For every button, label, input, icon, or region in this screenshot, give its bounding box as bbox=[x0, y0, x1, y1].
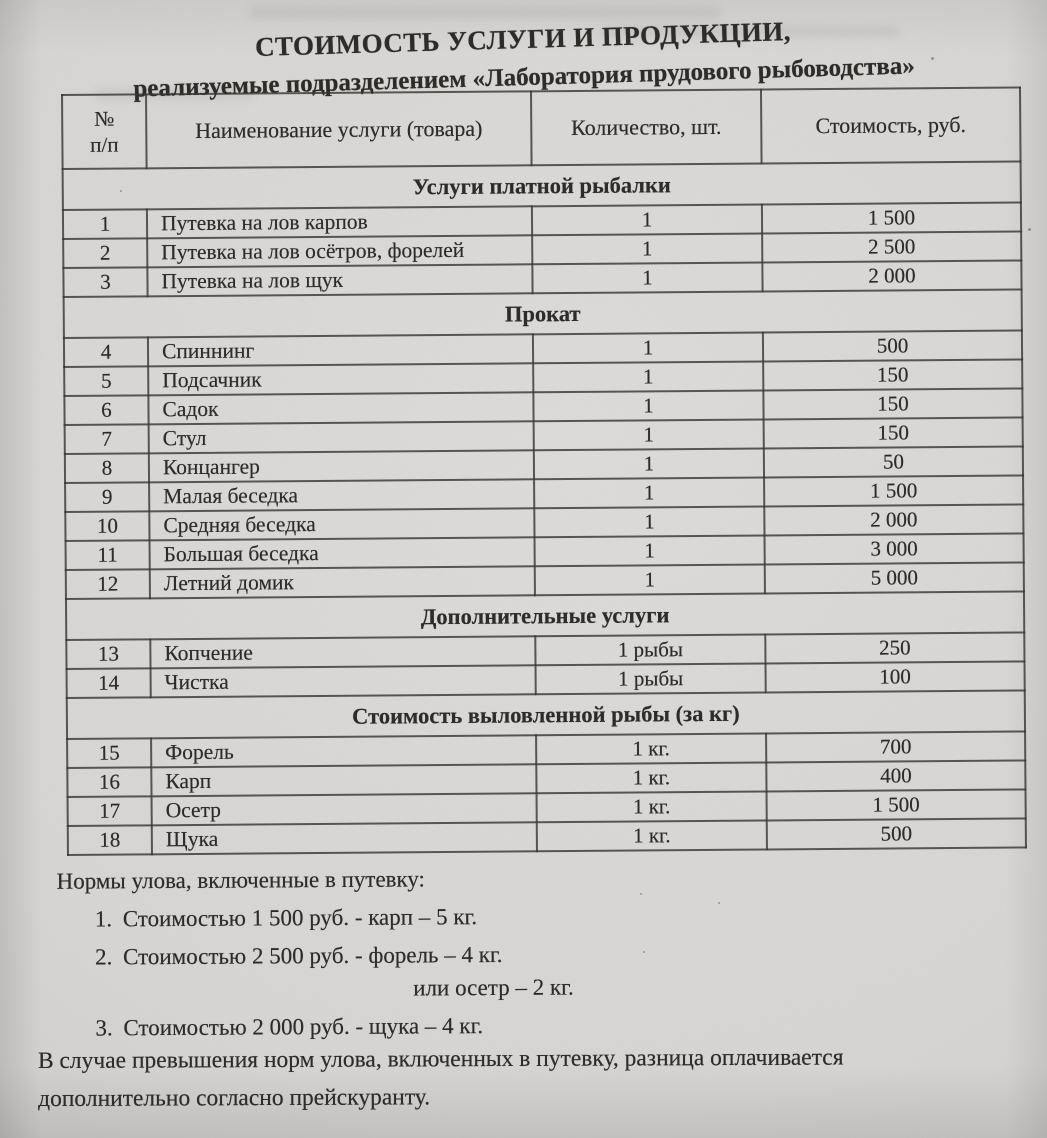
cell-num: 16 bbox=[67, 767, 151, 797]
cell-num: 1 bbox=[63, 209, 147, 239]
cell-num: 5 bbox=[64, 366, 148, 396]
cell-name: Средняя беседка bbox=[149, 508, 534, 540]
cell-name: Садок bbox=[148, 392, 533, 424]
cell-name: Малая беседка bbox=[149, 479, 534, 511]
price-table bbox=[61, 86, 1027, 856]
cell-num: 12 bbox=[66, 569, 150, 599]
section-title: Дополнительные услуги bbox=[66, 591, 1024, 640]
cell-qty: 1 bbox=[532, 205, 762, 236]
cell-name: Концангер bbox=[149, 450, 534, 482]
cell-price: 150 bbox=[763, 359, 1022, 390]
cell-price: 100 bbox=[766, 661, 1025, 692]
cell-price: 500 bbox=[763, 330, 1022, 361]
cell-num: 13 bbox=[66, 639, 150, 669]
cell-num: 14 bbox=[67, 668, 151, 698]
column-header-price: Стоимость, руб. bbox=[761, 87, 1021, 163]
cell-num: 11 bbox=[66, 540, 150, 570]
cell-num: 8 bbox=[65, 453, 149, 483]
cell-price: 3 000 bbox=[764, 533, 1023, 564]
cell-name: Карп bbox=[151, 764, 536, 796]
note-item-text: Стоимостью 2 000 руб. - щука – 4 кг. bbox=[123, 1013, 484, 1041]
cell-qty: 1 bbox=[533, 391, 763, 422]
cell-qty: 1 bbox=[534, 420, 764, 451]
cell-qty: 1 bbox=[535, 536, 765, 567]
cell-name: Путевка на лов осётров, форелей bbox=[147, 235, 532, 267]
note-item bbox=[57, 937, 937, 972]
cell-price: 50 bbox=[764, 446, 1023, 477]
section-title: Прокат bbox=[64, 289, 1022, 338]
column-header-qty: Количество, шт. bbox=[531, 90, 762, 166]
cell-qty: 1 кг. bbox=[537, 791, 767, 822]
cell-qty: 1 bbox=[534, 478, 764, 509]
excess-catch-note-line1: В случае превышения норм улова, включенных в путевку, разница оплачивается bbox=[37, 1044, 844, 1075]
cell-qty: 1 кг. bbox=[536, 762, 766, 793]
cell-name: Щука bbox=[152, 822, 537, 854]
cell-name: Спиннинг bbox=[148, 334, 533, 366]
cell-price: 2 000 bbox=[764, 504, 1023, 535]
cell-qty: 1 bbox=[533, 362, 763, 393]
excess-catch-note bbox=[38, 1038, 958, 1118]
cell-qty: 1 рыбы bbox=[536, 663, 766, 694]
column-header-name: Наименование услуги (товара) bbox=[146, 91, 532, 168]
cell-name: Форель bbox=[151, 735, 536, 767]
cell-name: Путевка на лов карпов bbox=[147, 206, 532, 238]
note-continuation: или осетр – 2 кг. bbox=[413, 974, 574, 1001]
section-title: Стоимость выловленной рыбы (за кг) bbox=[67, 690, 1025, 739]
cell-qty: 1 bbox=[532, 234, 762, 265]
cell-qty: 1 bbox=[533, 333, 763, 364]
cell-num: 15 bbox=[67, 738, 151, 768]
cell-price: 1 500 bbox=[764, 475, 1023, 506]
price-table-header bbox=[62, 87, 1021, 169]
cell-num: 4 bbox=[64, 337, 148, 367]
cell-num: 10 bbox=[65, 511, 149, 541]
cell-price: 150 bbox=[764, 417, 1023, 448]
cell-price: 2 500 bbox=[762, 231, 1021, 262]
bleed-through-artifact bbox=[250, 6, 720, 19]
cell-price: 150 bbox=[763, 388, 1022, 419]
cell-price: 2 000 bbox=[762, 260, 1021, 291]
cell-name: Осетр bbox=[152, 793, 537, 825]
cell-num: 18 bbox=[68, 825, 152, 855]
note-item-text: Стоимостью 1 500 руб. - карп – 5 кг. bbox=[122, 904, 478, 932]
note-item-text: Стоимостью 2 500 руб. - форель – 4 кг. bbox=[122, 941, 503, 970]
cell-num: 2 bbox=[63, 238, 147, 268]
cell-name: Большая беседка bbox=[150, 537, 535, 569]
cell-qty: 1 bbox=[535, 564, 765, 595]
cell-qty: 1 кг. bbox=[537, 820, 767, 851]
cell-qty: 1 bbox=[532, 263, 762, 294]
price-table-body bbox=[63, 161, 1026, 855]
document-subtitle: реализуемые подразделением «Лаборатория прудового рыбоводства» bbox=[132, 52, 916, 103]
document-title: СТОИМОСТЬ УСЛУГИ И ПРОДУКЦИИ, bbox=[254, 16, 792, 62]
cell-price: 500 bbox=[767, 818, 1026, 849]
cell-price: 400 bbox=[766, 760, 1025, 791]
table-header-row bbox=[62, 87, 1021, 169]
cell-name: Подсачник bbox=[148, 363, 533, 395]
note-item-number: 3. bbox=[95, 1015, 113, 1041]
cell-name: Стул bbox=[149, 421, 534, 453]
cell-name: Копчение bbox=[150, 636, 535, 668]
cell-qty: 1 кг. bbox=[536, 733, 766, 764]
cell-num: 3 bbox=[63, 267, 147, 297]
note-item bbox=[57, 899, 937, 934]
excess-catch-note-line2: дополнительно согласно прейскуранту. bbox=[38, 1084, 431, 1113]
cell-price: 5 000 bbox=[765, 562, 1024, 593]
cell-name: Чистка bbox=[151, 665, 536, 697]
note-item-number: 1. bbox=[94, 906, 113, 932]
cell-name: Летний домик bbox=[150, 566, 535, 598]
note-item-number: 2. bbox=[94, 944, 113, 970]
cell-price: 700 bbox=[766, 731, 1025, 762]
cell-num: 17 bbox=[68, 796, 152, 826]
column-header-num: № п/п bbox=[62, 94, 147, 169]
table-row bbox=[68, 818, 1026, 855]
cell-qty: 1 рыбы bbox=[535, 634, 765, 665]
cell-qty: 1 bbox=[534, 449, 764, 480]
cell-price: 1 500 bbox=[762, 202, 1021, 233]
cell-num: 6 bbox=[64, 395, 148, 425]
cell-num: 7 bbox=[65, 424, 149, 454]
cell-price: 1 500 bbox=[767, 789, 1026, 820]
cell-name: Путевка на лов щук bbox=[147, 264, 532, 296]
catch-norms-notes bbox=[56, 861, 937, 1043]
cell-qty: 1 bbox=[534, 507, 764, 538]
cell-num: 9 bbox=[65, 482, 149, 512]
scan-speck bbox=[1028, 228, 1031, 231]
notes-heading: Нормы улова, включенные в путевку: bbox=[56, 866, 425, 894]
cell-price: 250 bbox=[765, 632, 1024, 663]
section-title: Услуги платной рыбалки bbox=[63, 161, 1021, 210]
